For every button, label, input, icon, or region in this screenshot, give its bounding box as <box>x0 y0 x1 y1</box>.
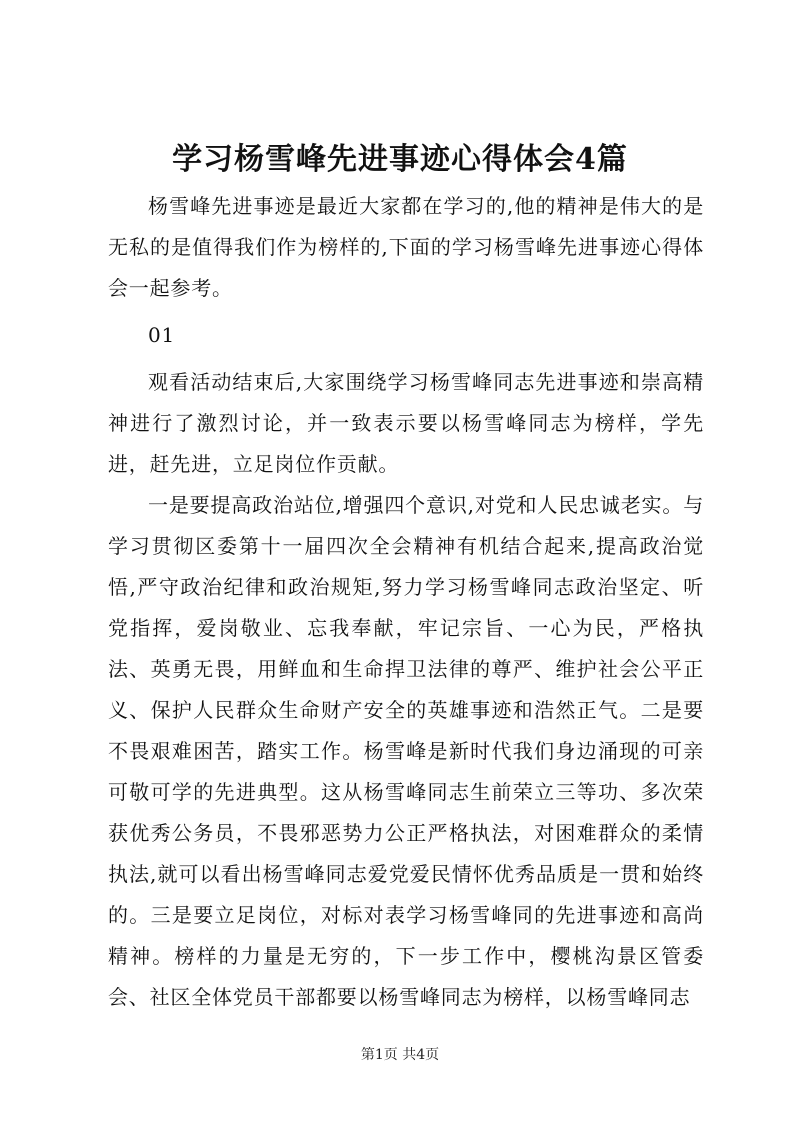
body-paragraph: 观看活动结束后,大家围绕学习杨雪峰同志先进事迹和崇高精神进行了激烈讨论，并一致表示要以杨雪峰同志为榜样，学先进，赶先进，立足岗位作贡献。 <box>108 370 704 476</box>
section-number: 01 <box>148 323 176 347</box>
intro-paragraph: 杨雪峰先进事迹是最近大家都在学习的,他的精神是伟大的是无私的是值得我们作为榜样的,下面的学习杨雪峰先进事迹心得体会一起参考。 <box>108 194 704 300</box>
body-paragraph: 一是要提高政治站位,增强四个意识,对党和人民忠诚老实。与学习贯彻区委第十一届四次全会精神有机结合起来,提高政治觉悟,严守政治纪律和政治规矩,努力学习杨雪峰同志政治坚定、听党指挥，爱岗敬业、忘我奉献，牢记宗旨、一心为民，严格执法、英勇无畏，用鲜血和生命捍卫法律的尊严、维护社会公平正义、保护人民群众生命财产安全的英雄事迹和浩然正气。二是要不畏艰难困苦，踏实工作。杨雪峰是新时代我们身边涌现的可亲可敬可学的先进典型。这从杨雪峰同志生前荣立三等功、多次荣获优秀公务员，不畏邪恶势力公正严格执法，对困难群众的柔情执法,就可以看出杨雪峰同志爱党爱民情怀优秀品质是一贯和始终的。三是要立足岗位，对标对表学习杨雪峰同的先进事迹和高尚精神。榜样的力量是无穷的，下一步工作中，樱桃沟景区管委会、社区全体党员干部都要以杨雪峰同志为榜样，以杨雪峰同志 <box>108 493 704 1009</box>
document-body <box>108 186 704 1018</box>
page-footer: 第1页 共4页 <box>360 1047 440 1063</box>
document-title: 学习杨雪峰先进事迹心得体会4篇 <box>172 142 628 177</box>
